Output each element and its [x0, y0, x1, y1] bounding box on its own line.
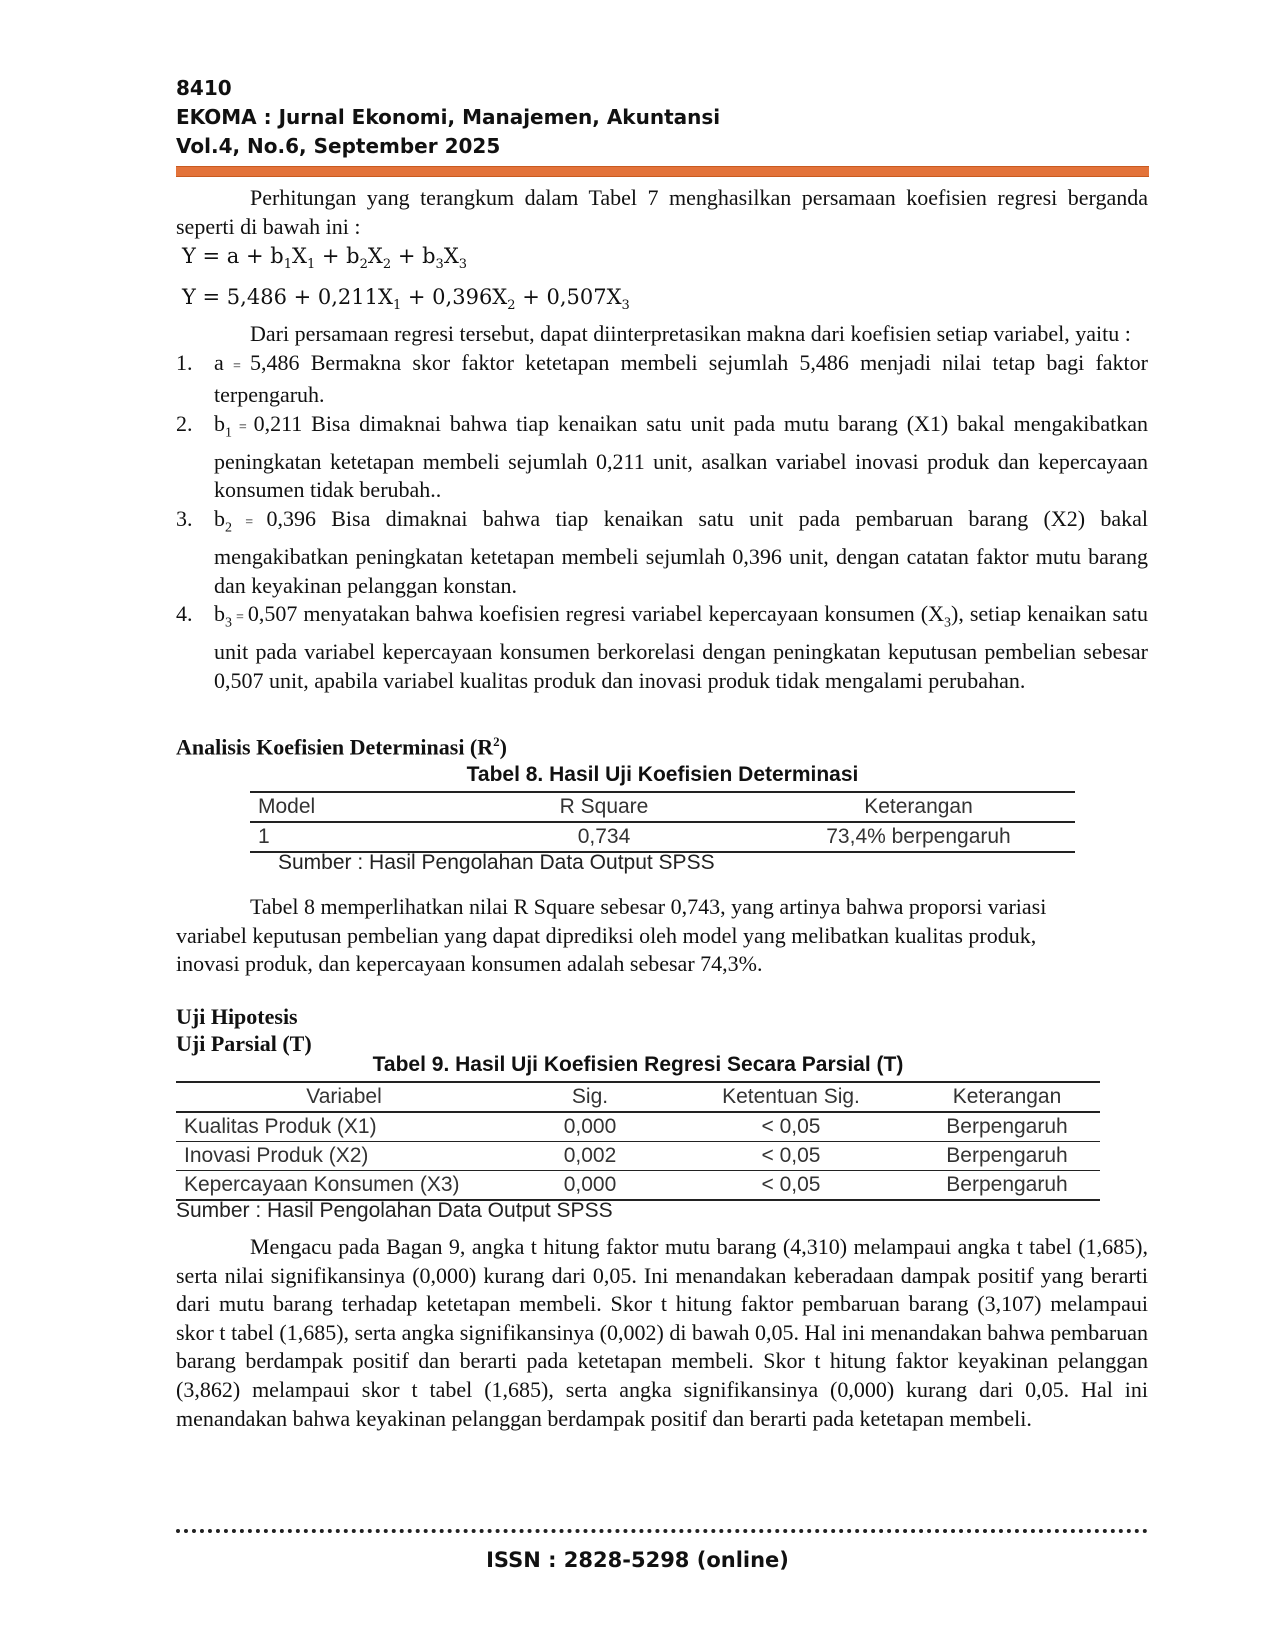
section-heading-r2: Analisis Koefisien Determinasi $(R^2)$: [176, 734, 507, 760]
footer-divider: [176, 1525, 1148, 1533]
table9-source: Sumber : Hasil Pengolahan Data Output SPSS: [176, 1199, 613, 1222]
table-header-row: Model R Square Keterangan: [250, 792, 1075, 822]
footer-issn: ISSN : 2828-5298 (online): [486, 1548, 789, 1572]
table-row: Inovasi Produk (X2) 0,002 < 0,05 Berpengaruh: [176, 1142, 1100, 1171]
t-block: [176, 1233, 1148, 1433]
journal-volume: Vol.4, No.6, September 2025: [176, 134, 501, 158]
r2-block: [176, 893, 1100, 979]
table8-source: Sumber : Hasil Pengolahan Data Output SPSS: [278, 851, 715, 874]
table-header-row: Variabel Sig. Ketentuan Sig. Keterangan: [176, 1082, 1100, 1112]
running-header: [176, 74, 720, 161]
intro-paragraph: Perhitungan yang terangkum dalam Tabel 7 menghasilkan persamaan koefisien regresi berganda seperti di bawah ini :: [176, 185, 1148, 239]
table9-title: Tabel 9. Hasil Uji Koefisien Regresi Secara Parsial (T): [372, 1053, 904, 1076]
interpretation-intro: Dari persamaan regresi tersebut, dapat diinterpretasikan makna dari koefisien setiap variabel, yaitu :: [250, 321, 1131, 346]
header-divider: [176, 166, 1149, 177]
table8: [250, 791, 1075, 853]
table8-title: Tabel 8. Hasil Uji Koefisien Determinasi: [466, 763, 859, 786]
list-item: 1. a = 5,486 Bermakna skor faktor ketetapan membeli sejumlah 5,486 menjadi nilai tetap bagi faktor terpengaruh.: [176, 349, 1148, 408]
list-item: 2. $b_1 = 0,211$ Bisa dimaknai bahwa tiap kenaikan satu unit pada mutu barang (X1) bakal mengakibatkan peningkatan ketetapan membeli sejumlah 0,211 unit, asalkan variabel inovasi produk dan kepercayaan konsumen tidak berubah..: [176, 410, 1148, 503]
regression-equation-estimated: $Y = 5,486 + 0,211X_1 + 0,396X_2 + 0,507X_3$: [182, 285, 630, 314]
coefficient-list: [176, 349, 1148, 696]
regression-equation-general: $Y = a + b_1X_1 + b_2X_2 + b_3X_3$: [182, 244, 468, 273]
table-row: Kualitas Produk (X1) 0,000 < 0,05 Berpengaruh: [176, 1112, 1100, 1142]
t-paragraph: Mengacu pada Bagan 9, angka t hitung faktor mutu barang (4,310) melampaui angka t tabel (1,685), serta nilai signifikansinya (0,000) kurang dari 0,05. Ini menandakan keberadaan dampak positif yang berarti dari mutu barang terhadap ketetapan membeli. Skor t hitung faktor pembaruan barang (3,107) melampaui skor t tabel (1,685), serta angka signifikansinya (0,002) di bawah 0,05. Hal ini menandakan bahwa pembaruan barang berdampak positif dan berarti pada ketetapan membeli. Skor t hitung faktor keyakinan pelanggan (3,862) melampaui skor t tabel (1,685), serta angka signifikansinya (0,000) kurang dari 0,05. Hal ini menandakan bahwa keyakinan pelanggan berdampak positif dan berarti pada ketetapan membeli.: [176, 1234, 1148, 1431]
journal-title: EKOMA : Jurnal Ekonomi, Manajemen, Akuntansi: [176, 105, 721, 129]
list-item: 3. $b_2 = 0,396$ Bisa dimaknai bahwa tiap kenaikan satu unit pada pembaruan barang (X2) bakal mengakibatkan peningkatan ketetapan membeli sejumlah 0,396 unit, dengan catatan faktor mutu barang dan keyakinan pelanggan konstan.: [176, 505, 1148, 598]
interpretation-block: [176, 320, 1148, 695]
list-item: 4. $b_3 = 0,507$ menyatakan bahwa koefisien regresi variabel kepercayaan konsumen $(X_3)$, setiap kenaikan satu unit pada variabel kepercayaan konsumen berkorelasi dengan peningkatan keputusan pembelian sebesar 0,507 unit, apabila variabel kualitas produk dan inovasi produk tidak mengalami perubahan.: [176, 601, 1148, 693]
page-number: 8410: [176, 76, 232, 100]
r2-paragraph: Tabel 8 memperlihatkan nilai R Square sebesar 0,743, yang artinya bahwa proporsi variasi variabel keputusan pembelian yang dapat diprediksi oleh model yang melibatkan kualitas produk, inovasi produk, dan kepercayaan konsumen adalah sebesar 74,3%.: [176, 894, 1047, 977]
section-heading-hypothesis: Uji Hipotesis: [176, 1004, 298, 1029]
table-row: Kepercayaan Konsumen (X3) 0,000 < 0,05 Berpengaruh: [176, 1171, 1100, 1201]
intro-block: [176, 184, 1148, 241]
table-row: 1 0,734 73,4% berpengaruh: [250, 822, 1075, 852]
table9: [176, 1081, 1100, 1201]
section-heading-partial-t: Uji Parsial (T): [176, 1031, 312, 1056]
